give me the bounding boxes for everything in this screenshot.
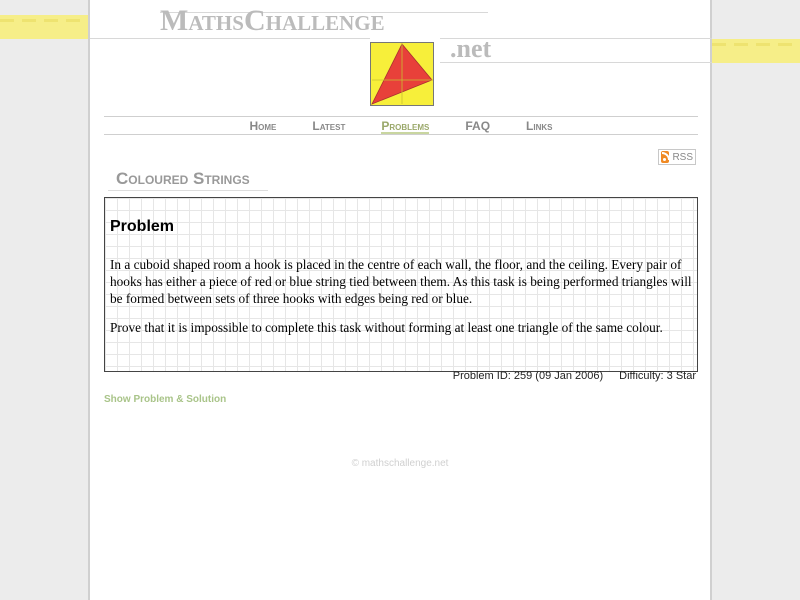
- rss-button[interactable]: [658, 149, 696, 165]
- problem-heading: Problem: [110, 218, 175, 235]
- problem-id-text: Problem ID: 259 (09 Jan 2006): [452, 370, 604, 382]
- page-container: [88, 0, 712, 600]
- site-logo-icon[interactable]: [370, 42, 434, 106]
- problem-paragraph-2: Prove that it is impossible to complete this task without forming at least one triangle of the same colour.: [110, 320, 663, 335]
- decorative-tape-right: [712, 39, 800, 63]
- nav-rule-bottom: [104, 134, 698, 135]
- nav-item-faq[interactable]: FAQ: [465, 119, 491, 133]
- problem-title-underline: [108, 190, 268, 191]
- problem-paragraph-1: In a cuboid shaped room a hook is placed in the centre of each wall, the floor, and the ceiling. Every pair of hooks has either a piece of red or blue string tied between them. As this task is being performed triangles will be formed between sets of three hooks with edges being red or blue.: [110, 257, 692, 306]
- show-solution-link[interactable]: Show Problem & Solution: [104, 394, 227, 405]
- footer-copyright: © mathschallenge.net: [351, 458, 449, 469]
- site-logo-suffix[interactable]: .net: [450, 34, 492, 63]
- header-rule-left: [90, 38, 370, 39]
- nav-item-problems[interactable]: Problems: [381, 119, 430, 133]
- decorative-tape-left: [0, 15, 88, 39]
- nav-item-latest[interactable]: Latest: [312, 119, 346, 133]
- main-nav: [104, 118, 698, 134]
- problem-title: Coloured Strings: [116, 169, 250, 188]
- site-logo-text[interactable]: MathsChallenge: [160, 4, 385, 37]
- nav-item-home[interactable]: Home: [249, 119, 277, 133]
- nav-rule-top: [104, 116, 698, 117]
- nav-item-links[interactable]: Links: [526, 119, 553, 133]
- rss-icon: [661, 151, 669, 163]
- problem-box: [104, 197, 698, 372]
- rss-label: RSS: [672, 151, 693, 163]
- problem-difficulty-text: Difficulty: 3 Star: [619, 370, 696, 382]
- problem-meta: [453, 370, 696, 382]
